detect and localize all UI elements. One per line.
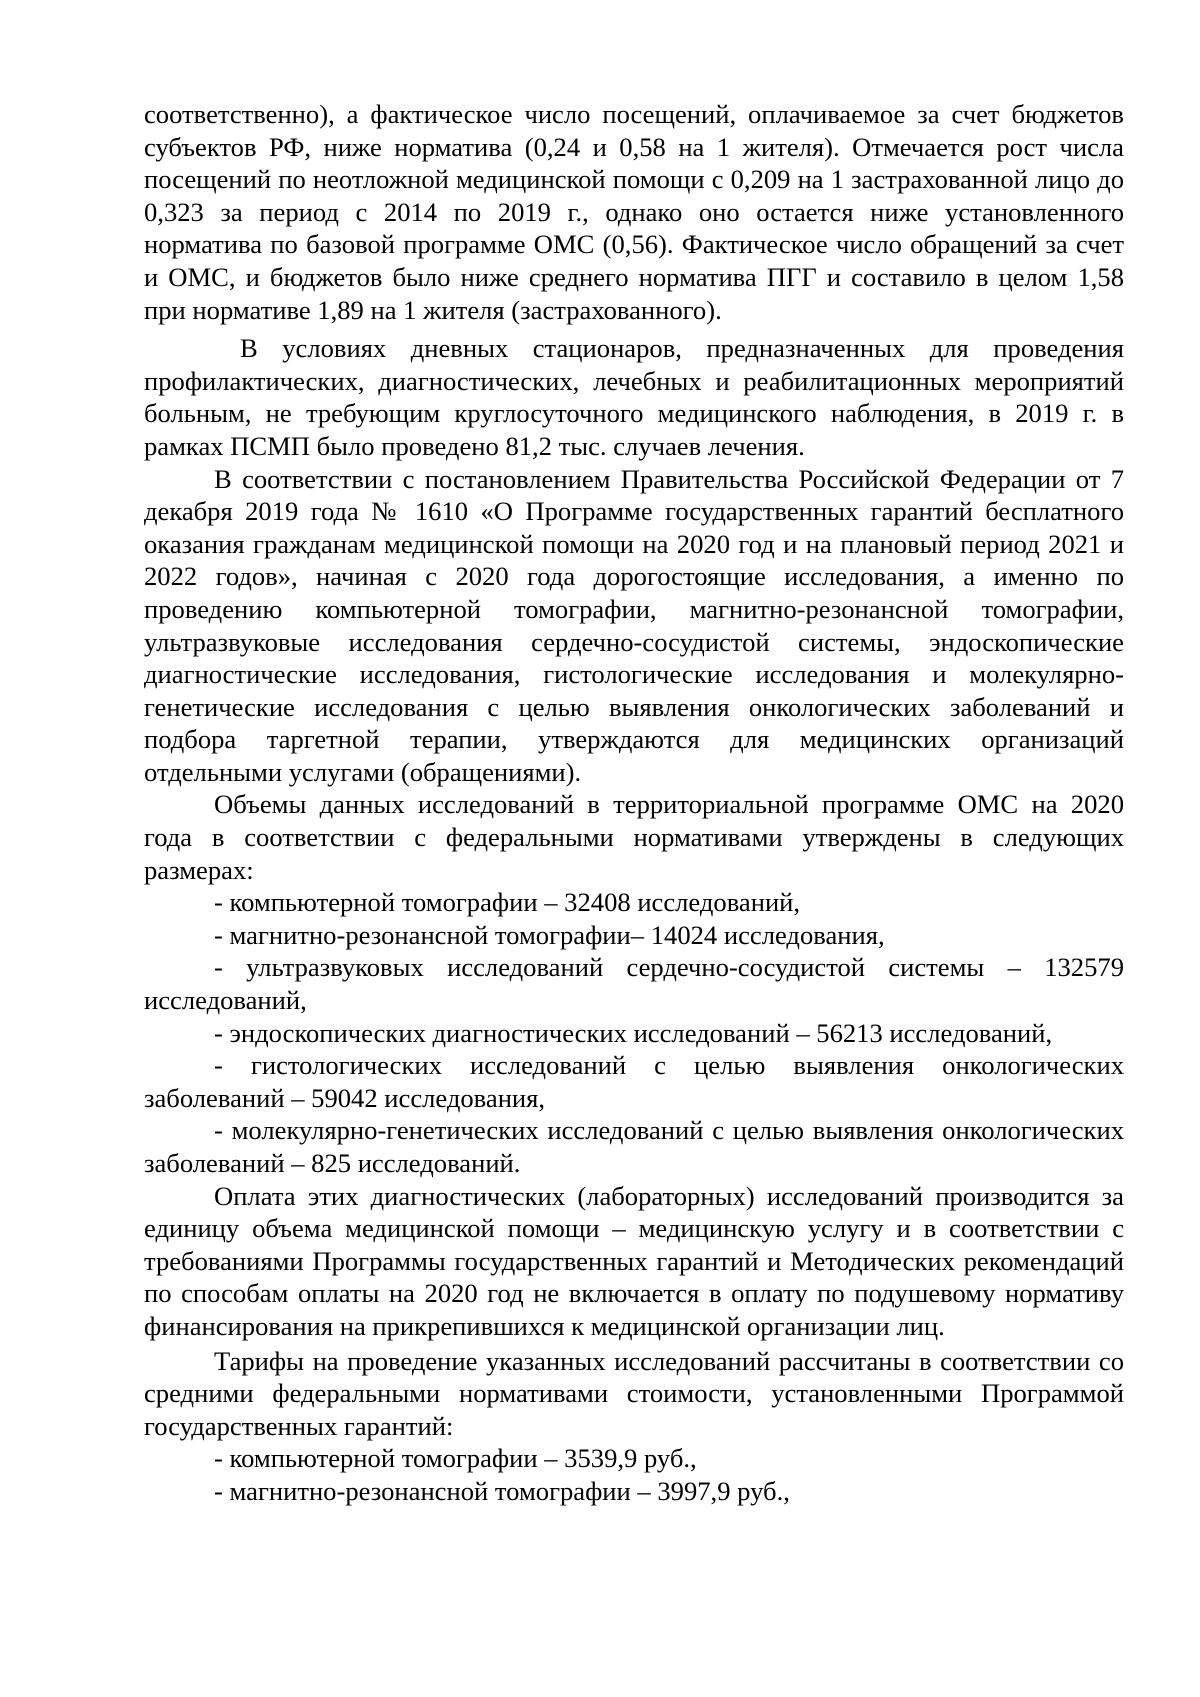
paragraph-day-hospitals: В условиях дневных стационаров, предназначенных для проведения профилактических, диагностических, лечебных и реабилитационных мероприятий больным, не требующим круглосуточного медицинского наблюдения, в 2019 г. в рамках ПСМП было проведено 81,2 тыс. случаев лечения. bbox=[144, 333, 1124, 461]
list-item-molecular-genetic-volume: - молекулярно-генетических исследований с целью выявления онкологических заболеваний – 825 исследований. bbox=[144, 1115, 1124, 1178]
paragraph-government-decree: В соответствии с постановлением Правительства Российской Федерации от 7 декабря 2019 года № 1610 «О Программе государственных гарантий бесплатного оказания гражданам медицинской помощи на 2020 год и на плановый период 2021 и 2022 годов», начиная с 2020 года дорогостоящие исследования, а именно по проведению компьютерной томографии, магнитно-резонансной томографии, ультразвуковые исследования сердечно-сосудистой системы, эндоскопические диагностические исследования, гистологические исследования и молекулярно-генетические исследования с целью выявления онкологических заболеваний и подбора таргетной терапии, утверждаются для медицинских организаций отдельными услугами (обращениями). bbox=[144, 463, 1124, 787]
paragraph-payment: Оплата этих диагностических (лабораторных) исследований производится за единицу объема медицинской помощи – медицинскую услугу и в соответствии с требованиями Программы государственных гарантий и Методических рекомендаций по способам оплаты на 2020 год не включается в оплату по подушевому нормативу финансирования на прикрепившихся к медицинской организации лиц. bbox=[144, 1180, 1124, 1341]
list-item-ultrasound-volume: - ультразвуковых исследований сердечно-сосудистой системы – 132579 исследований, bbox=[144, 952, 1124, 1016]
paragraph-tariffs: Тарифы на проведение указанных исследований рассчитаны в соответствии со средними федеральными нормативами стоимости, установленными Программой государственных гарантий: bbox=[144, 1345, 1124, 1441]
list-item-mri-tariff: - магнитно-резонансной томографии – 3997,9 руб., bbox=[214, 1475, 790, 1506]
paragraph-research-volumes: Объемы данных исследований в территориальной программе ОМС на 2020 года в соответствии с федеральными нормативами утверждены в следующих размерах: bbox=[144, 789, 1124, 885]
list-item-ct-volume: - компьютерной томографии – 32408 исследований, bbox=[214, 887, 801, 918]
list-item-mri-volume: - магнитно-резонансной томографии– 14024 исследования, bbox=[214, 919, 885, 950]
list-item-ct-tariff: - компьютерной томографии – 3539,9 руб., bbox=[214, 1443, 697, 1474]
paragraph-visits-norms: соответственно), а фактическое число посещений, оплачиваемое за счет бюджетов субъектов РФ, ниже норматива (0,24 и 0,58 на 1 жителя). Отмечается рост числа посещений по неотложной медицинской помощи с 0,209 на 1 застрахованной лицо до 0,323 за период с 2014 по 2019 г., однако оно остается ниже установленного норматива по базовой программе ОМС (0,56). Фактическое число обращений за счет и ОМС, и бюджетов было ниже среднего норматива ПГГ и составило в целом 1,58 при нормативе 1,89 на 1 жителя (застрахованного). bbox=[144, 99, 1124, 325]
list-item-histology-volume: - гистологических исследований с целью выявления онкологических заболеваний – 59042 исследования, bbox=[144, 1050, 1124, 1113]
list-item-endoscopy-volume: - эндоскопических диагностических исследований – 56213 исследований, bbox=[214, 1017, 1053, 1048]
document-body bbox=[144, 98, 1124, 1508]
